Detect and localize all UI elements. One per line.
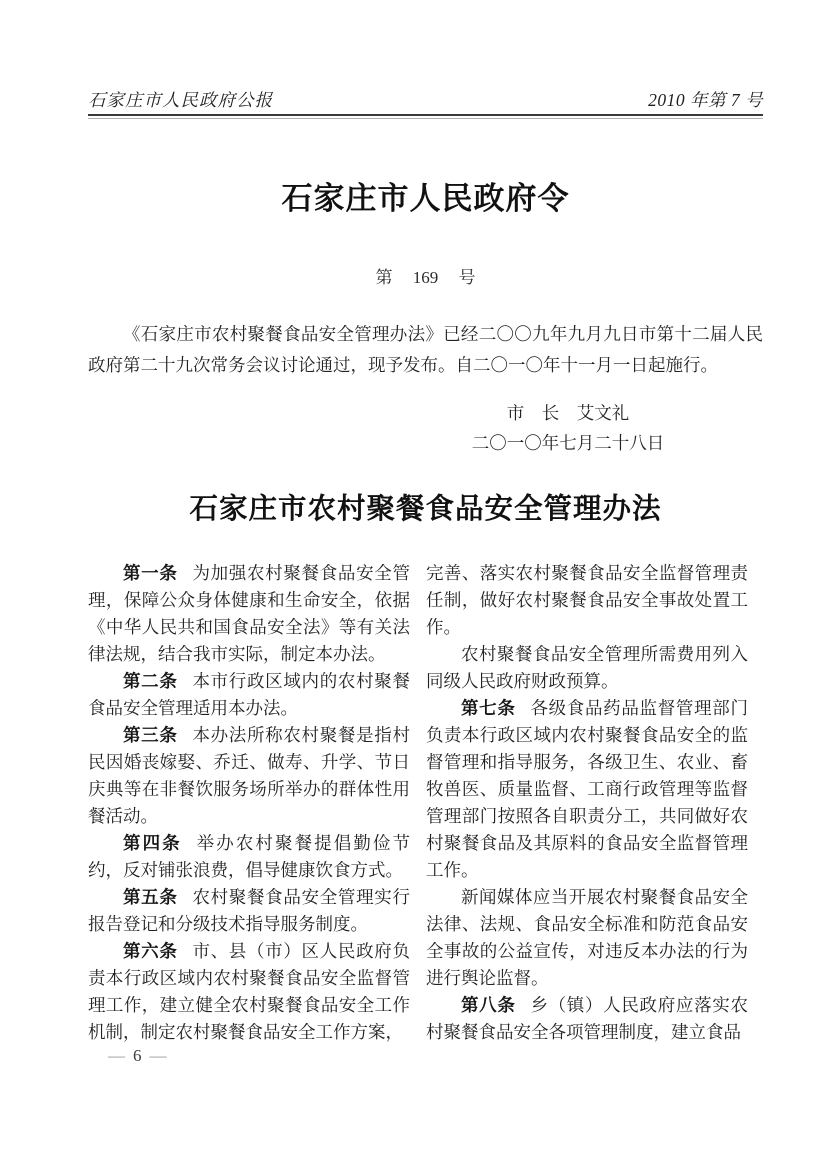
article-paragraph: 新闻媒体应当开展农村聚餐食品安全法律、法规、食品安全标准和防范食品安全事故的公益宣传，对违反本办法的行为进行舆论监督。 <box>426 887 748 988</box>
decree-number: 第 169 号 <box>375 268 476 287</box>
article-number: 第五条 <box>123 887 178 907</box>
regulation-title: 石家庄市农村聚餐食品安全管理办法 <box>189 494 662 525</box>
decree-body-paragraph: 《石家庄市农村聚餐食品安全管理办法》已经二〇〇九年九月九日市第十二届人民政府第二十九次常务会议讨论通过，现予发布。自二〇一〇年十一月一日起施行。 <box>88 324 763 375</box>
footer-dash-right: — <box>149 1046 167 1065</box>
article-number: 第二条 <box>123 671 178 691</box>
article-paragraph: 第六条 市、县（市）区人民政府负责本行政区域内农村聚餐食品安全监督管理工作，建立健全农村聚餐食品安全工作机制，制定农村聚餐食品安全工作方案， <box>88 941 410 1042</box>
running-head <box>88 90 763 110</box>
article-paragraph: 第二条 本市行政区域内的农村聚餐食品安全管理适用本办法。 <box>88 671 410 718</box>
article-paragraph: 第八条 乡（镇）人民政府应落实农村聚餐食品安全各项管理制度，建立食品 <box>426 995 748 1042</box>
article-paragraph: 第三条 本办法所称农村聚餐是指村民因婚丧嫁娶、乔迁、做寿、升学、节日庆典等在非餐饮服务场所举办的群体性用餐活动。 <box>88 725 410 826</box>
article-number: 第六条 <box>123 941 178 961</box>
article-number: 第四条 <box>123 833 182 853</box>
page-footer <box>100 1046 175 1066</box>
page-number: 6 <box>133 1046 142 1065</box>
footer-dash-left: — <box>108 1046 125 1065</box>
page-header <box>88 90 763 119</box>
header-rule-thick <box>88 114 763 116</box>
journal-title: 石家庄市人民政府公报 <box>88 90 273 110</box>
article-number: 第八条 <box>461 995 516 1015</box>
article-paragraph: 第五条 农村聚餐食品安全管理实行报告登记和分级技术指导服务制度。 <box>88 887 410 934</box>
article-number: 第七条 <box>461 698 516 718</box>
article-paragraph: 完善、落实农村聚餐食品安全监督管理责任制，做好农村聚餐食品安全事故处置工作。 <box>426 563 748 637</box>
issue-number: 2010 年第 7 号 <box>648 90 763 110</box>
regulation-column-right <box>426 560 748 1047</box>
regulation-column-left <box>88 560 410 1047</box>
decree-title: 石家庄市人民政府令 <box>281 181 570 216</box>
article-number: 第三条 <box>123 725 178 745</box>
regulation-body <box>88 560 763 1047</box>
article-paragraph: 第四条 举办农村聚餐提倡勤俭节约，反对铺张浪费，倡导健康饮食方式。 <box>88 833 410 880</box>
article-paragraph: 农村聚餐食品安全管理所需费用列入同级人民政府财政预算。 <box>426 644 748 691</box>
header-rule-thin <box>88 118 763 119</box>
signature-block <box>438 399 698 458</box>
signature-date: 二〇一〇年七月二十八日 <box>471 432 665 453</box>
signer-name: 市 长 艾文礼 <box>506 403 630 423</box>
article-number: 第一条 <box>123 563 178 583</box>
article-paragraph: 第一条 为加强农村聚餐食品安全管理，保障公众身体健康和生命安全，依据《中华人民共和国食品安全法》等有关法律法规，结合我市实际，制定本办法。 <box>88 563 410 664</box>
article-paragraph: 第七条 各级食品药品监督管理部门负责本行政区域内农村聚餐食品安全的监督管理和指导服务，各级卫生、农业、畜牧兽医、质量监督、工商行政管理等监督管理部门按照各自职责分工，共同做好农村聚餐食品及其原料的食品安全监督管理工作。 <box>426 698 748 880</box>
